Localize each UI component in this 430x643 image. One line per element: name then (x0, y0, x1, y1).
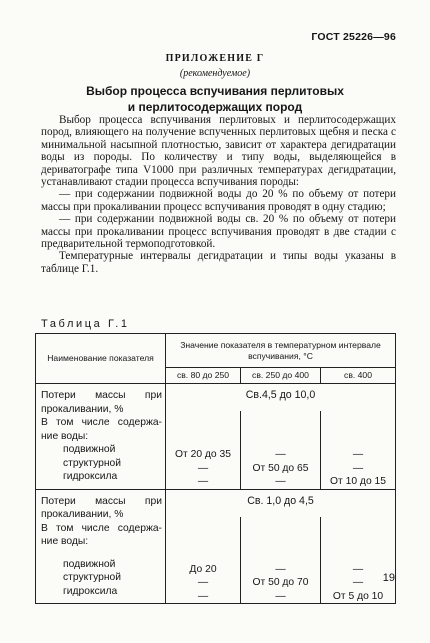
body-text (41, 114, 396, 275)
title-line-1: Выбор процесса вспучивания перлитовых (86, 84, 344, 98)
cell-b2-range-2: — От 50 до 70 — (241, 517, 321, 604)
merged-loss-value-2: Св. 1,0 до 4,5 (166, 489, 396, 517)
cell-b1-range-1: От 20 до 35 — — (166, 411, 241, 489)
cell-b2-range-1: До 20 — — (166, 517, 241, 604)
header-range-3: св. 400 (321, 368, 396, 384)
standard-number: ГОСТ 25226—96 (311, 31, 396, 43)
page-number: 19 (382, 572, 395, 584)
merged-loss-value-1: Св.4,5 до 10,0 (166, 384, 396, 412)
appendix-status: (рекомендуемое) (179, 68, 251, 79)
header-range-1: св. 80 до 250 (166, 368, 241, 384)
paragraph-two-stage: — при содержании подвижной воды св. 20 % по объему от потери массы при прокаливании процесс вспучивания проводят в две стадии с предварительной термоподготовкой. (41, 213, 396, 251)
cell-b2-range-3: — — От 5 до 10 (321, 517, 396, 604)
paragraph-intro: Выбор процесса вспучивания перлитовых и перлитосодержащих пород, влияющего на получение вспученных перлитовых щебня и песка с минимальной насыпной плотностью, зависит от характера дегидратации воды из породы. По количеству и типу воды, выделяющейся в дериватографе типа V1000 при различных температурах дегидратации, устанавливают стадии процесса вспучивания породы: (41, 114, 396, 189)
cell-b1-range-2: — От 50 до 65 — (241, 411, 321, 489)
header-indicator: Наименование показателя (36, 334, 166, 384)
header-range-2: св. 250 до 400 (241, 368, 321, 384)
cell-b1-range-3: — — От 10 до 15 (321, 411, 396, 489)
appendix-label: ПРИЛОЖЕНИЕ Г (165, 53, 265, 64)
row-label-block-1: Потери массы при прокаливании, % В том числе содержа- ние воды: подвижной структурной гидроксила (36, 384, 166, 490)
table-caption: Таблица Г.1 (41, 318, 130, 330)
appendix-title (0, 83, 430, 115)
paragraph-one-stage: — при содержании подвижной воды до 20 % по объему от потери массы при прокаливании процесс вспучивания проводят в одну стадию; (41, 188, 396, 213)
paragraph-table-ref: Температурные интервалы дегидратации и типы воды указаны в таблице Г.1. (41, 250, 396, 275)
header-temperature-group: Значение показателя в температурном интервале вспучивания, °С (166, 334, 396, 368)
title-line-2: и перлитосодержащих пород (127, 100, 303, 114)
dehydration-table (35, 333, 396, 604)
row-label-block-2: Потери массы при прокаливании, % В том числе содержа- ние воды: подвижной структурной гидроксила (36, 489, 166, 604)
